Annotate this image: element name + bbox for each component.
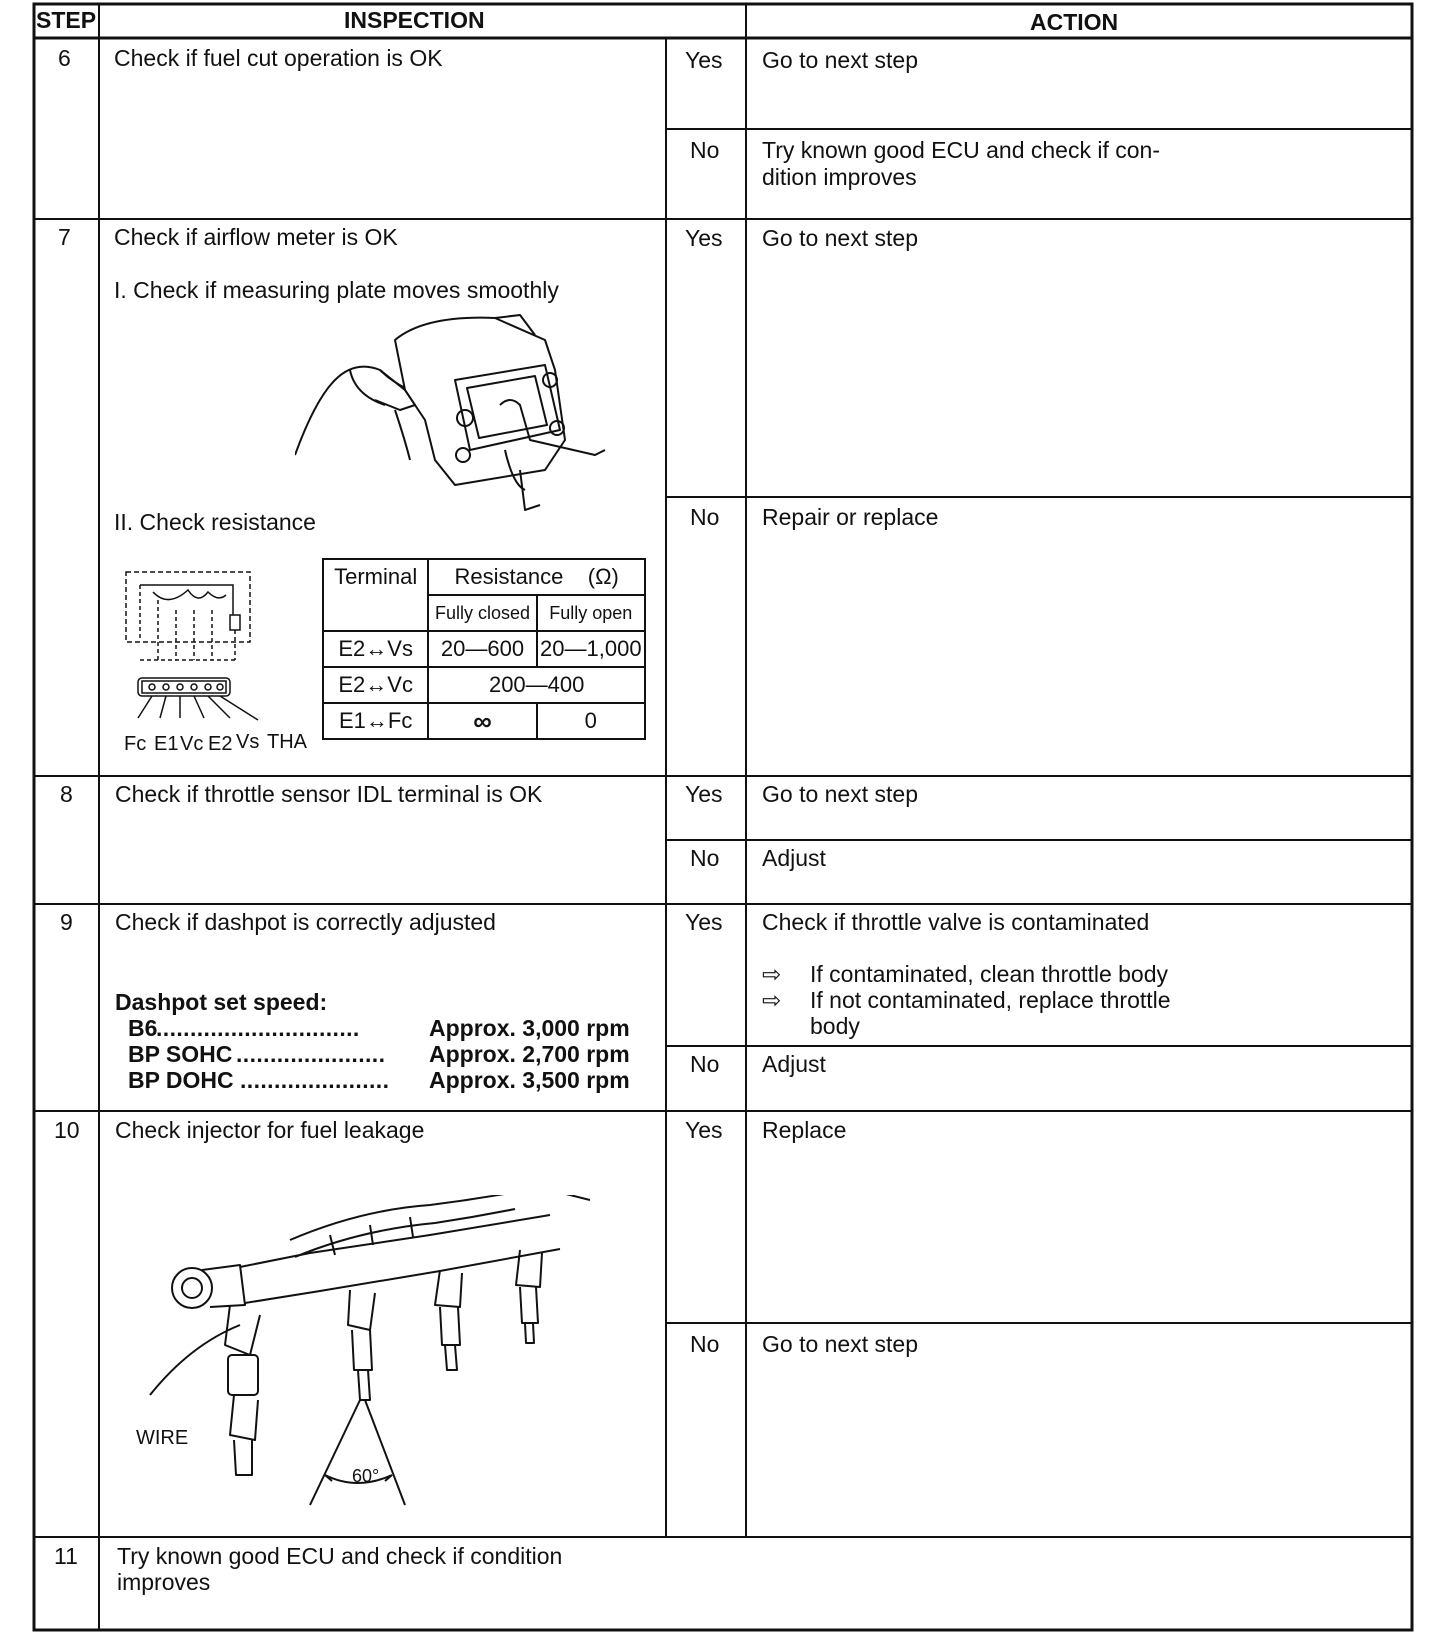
connector-label-e1: E1 [154,733,179,755]
spec-model: BP SOHC [128,1041,233,1067]
resistance-cell: 200—400 [428,667,645,703]
connector-label-vs: Vs [236,731,260,753]
airflow-meter-circuit-diagram [118,570,313,745]
terminal-cell: E2↔Vs [323,631,428,667]
action-text: Adjust [762,845,826,871]
action-text: Go to next step [762,781,918,807]
spec-model: BP DOHC [128,1067,234,1093]
connector-label-vc: Vc [180,733,204,755]
dashpot-spec-title: Dashpot set speed: [115,989,328,1015]
resistance-cell: 0 [537,703,645,739]
header-step: STEP [36,7,97,33]
table-row [323,631,645,667]
answer-yes: Yes [685,1117,723,1143]
action-text: Repair or replace [762,504,939,530]
action-text: dition improves [762,164,917,190]
step-number: 11 [54,1543,78,1569]
resistance-cell: 20—1,000 [537,631,645,667]
figure-label-wire: WIRE [136,1427,189,1449]
sub-check-title: II. Check resistance [114,509,316,535]
resistance-unit: (Ω) [587,564,619,589]
sub-check-title: I. Check if measuring plate moves smoothly [114,277,559,303]
connector-label-fc: Fc [124,733,147,755]
spec-value: Approx. 2,700 rpm [429,1041,630,1067]
resistance-header-label: Resistance [454,564,564,589]
action-text: Go to next step [762,47,918,73]
header-action: ACTION [1030,9,1119,35]
connector-label-e2: E2 [208,733,233,755]
resistance-cell: ∞ [428,703,536,739]
spec-dots: .............................. [156,1015,360,1041]
answer-no: No [690,1331,720,1357]
answer-no: No [690,137,720,163]
answer-yes: Yes [685,781,723,807]
resistance-subheader-open: Fully open [537,595,645,631]
terminal-cell: E1↔Fc [323,703,428,739]
answer-yes: Yes [685,47,723,73]
terminal-cell: E2↔Vc [323,667,428,703]
resistance-subheader-closed: Fully closed [428,595,536,631]
answer-no: No [690,1051,720,1077]
header-inspection: INSPECTION [344,7,485,33]
action-bullet: If not contaminated, replace throttle [810,987,1171,1013]
action-bullet: body [810,1013,860,1039]
action-text: Go to next step [762,225,918,251]
step-number: 8 [60,781,73,807]
inspection-text: Try known good ECU and check if condition [117,1543,563,1569]
resistance-header [428,559,645,595]
action-text: Adjust [762,1051,826,1077]
table-row [323,703,645,739]
arrow-icon: ⇨ [762,987,782,1013]
resistance-cell: 20—600 [428,631,536,667]
resistance-header-terminal: Terminal [323,559,428,631]
arrow-icon: ⇨ [762,961,782,987]
inspection-text: Check if fuel cut operation is OK [114,45,443,71]
figure-label-angle: 60° [352,1466,380,1486]
answer-no: No [690,504,720,530]
action-text: Replace [762,1117,847,1143]
inspection-text: Check injector for fuel leakage [115,1117,425,1143]
step-number: 10 [54,1117,80,1143]
inspection-text: improves [117,1569,211,1595]
inspection-text: Check if dashpot is correctly adjusted [115,909,496,935]
answer-yes: Yes [685,225,723,251]
resistance-table [322,558,646,740]
airflow-meter-illustration [295,310,625,520]
action-bullet: If contaminated, clean throttle body [810,961,1168,987]
table-row [323,667,645,703]
step-number: 9 [60,909,73,935]
spec-dots: ...................... [236,1041,386,1067]
inspection-text: Check if airflow meter is OK [114,224,398,250]
answer-yes: Yes [685,909,723,935]
spec-dots: ...................... [240,1067,390,1093]
answer-no: No [690,845,720,871]
step-number: 6 [58,45,71,71]
connector-label-tha: THA [267,731,307,753]
action-text: Try known good ECU and check if con- [762,137,1160,163]
spec-model: B6 [128,1015,158,1041]
inspection-text: Check if throttle sensor IDL terminal is OK [115,781,543,807]
action-text: Go to next step [762,1331,918,1357]
action-text: Check if throttle valve is contaminated [762,909,1150,935]
spec-value: Approx. 3,000 rpm [429,1015,630,1041]
spec-value: Approx. 3,500 rpm [429,1067,630,1093]
step-number: 7 [58,224,71,250]
